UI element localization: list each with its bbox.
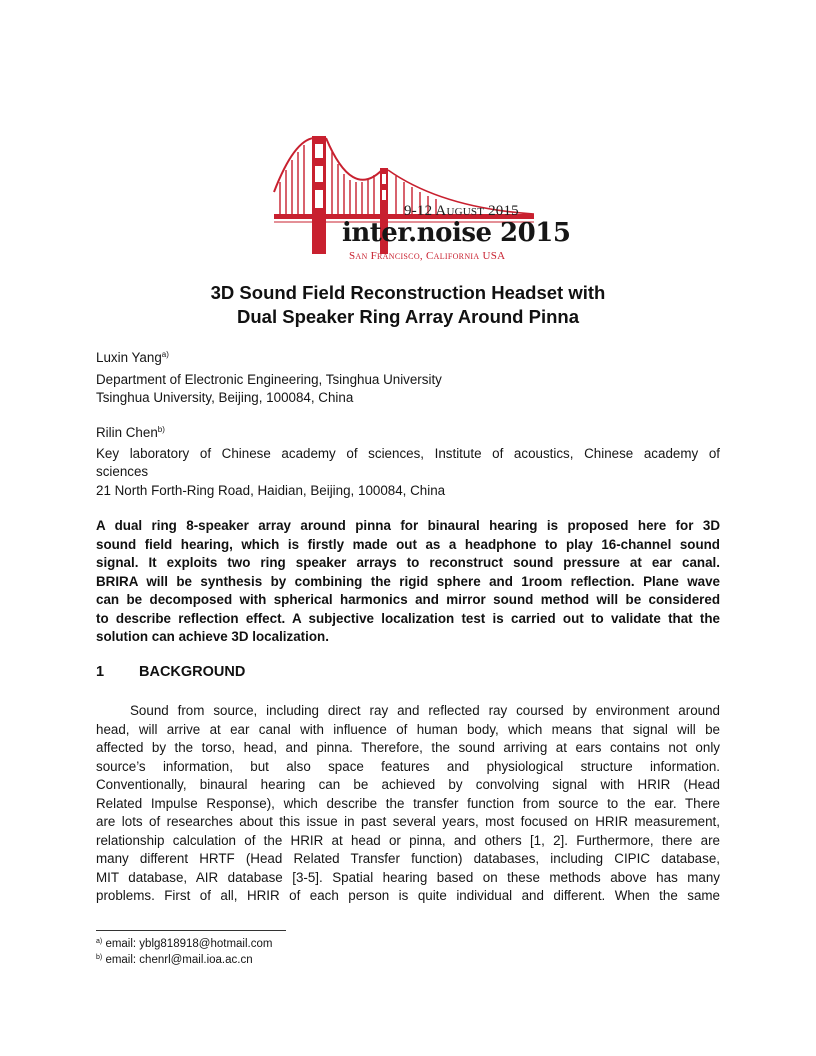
section-number: 1: [96, 664, 105, 680]
abstract-line: A dual ring 8-speaker array around pinna for binaural hearing is proposed here for 3D: [96, 518, 720, 533]
footnote-text: email: chenrl@mail.ioa.ac.cn: [105, 954, 253, 966]
footnote-divider: [96, 930, 286, 931]
paper-title-line-1: 3D Sound Field Reconstruction Headset with: [210, 282, 606, 303]
abstract-line: can be decomposed with spherical harmonics and mirror sound method will be considered: [96, 592, 720, 607]
body-line: relationship calculation of the HRIR at head or pinna, and others [1, 2]. Furthermore, there are: [96, 833, 720, 848]
author-marker: b): [157, 425, 165, 434]
affiliation-line: sciences: [96, 464, 149, 479]
author-marker: a): [161, 350, 169, 359]
conference-date: 9-12 August 2015: [404, 203, 519, 219]
abstract-line: signal. It exploits two ring speaker arrays to reconstruct sound pressure at ear canal.: [96, 555, 720, 570]
author-name-text: Rilin Chen: [96, 425, 158, 440]
body-line: Related Impulse Response), which describe the transfer function from source to the ear. There: [96, 796, 720, 811]
affiliation-line: Tsinghua University, Beijing, 100084, China: [96, 390, 354, 405]
body-line: source’s information, but also space features and physiological structure information.: [96, 759, 720, 774]
paper-title: [0, 281, 816, 329]
footnote-marker: a): [96, 938, 103, 945]
body-line: Conventionally, binaural hearing can be achieved by convolving signal with HRIR (Head: [96, 777, 720, 792]
paper-title-line-2: Dual Speaker Ring Array Around Pinna: [237, 306, 579, 327]
footnote: [96, 938, 272, 950]
author-name: [96, 425, 165, 440]
conference-location: San Francisco, California USA: [349, 250, 506, 262]
body-line: Sound from source, including direct ray and reflected ray coursed by environment around: [130, 703, 720, 718]
footnote-text: email: yblg818918@hotmail.com: [105, 938, 273, 950]
abstract-line: BRIRA will be synthesis by combining the rigid sphere and 1room reflection. Plane wave: [96, 574, 720, 589]
abstract-line: to describe reflection effect. A subjective localization test is carried out to validate that the: [96, 611, 720, 626]
body-line: are lots of researches about this issue in past several years, most focused on HRIR measurement,: [96, 814, 720, 829]
body-line: head, will arrive at ear canal with influence of human body, which means that signal will be: [96, 722, 720, 737]
affiliation-line: 21 North Forth-Ring Road, Haidian, Beijing, 100084, China: [96, 483, 446, 498]
section-title: BACKGROUND: [139, 664, 246, 680]
conference-wordmark: inter.noise 2015: [342, 218, 571, 248]
body-line: many different HRTF (Head Related Transfer function) databases, including CIPIC database,: [96, 851, 720, 866]
author-name-text: Luxin Yang: [96, 350, 162, 365]
footnote: [96, 954, 253, 966]
abstract-line: solution can achieve 3D localization.: [96, 629, 329, 644]
body-line: problems. First of all, HRIR of each person is quite individual and different. When the same: [96, 888, 720, 903]
body-line: affected by the torso, head, and pinna. Therefore, the sound arriving at ears contains not only: [96, 740, 720, 755]
footnote-marker: b): [96, 954, 103, 961]
author-name: [96, 350, 169, 365]
affiliation-line: Key laboratory of Chinese academy of sciences, Institute of acoustics, Chinese academy of: [96, 446, 720, 461]
affiliation-line: Department of Electronic Engineering, Tsinghua University: [96, 372, 442, 387]
body-line: MIT database, AIR database [3-5]. Spatial hearing based on these methods above has many: [96, 870, 720, 885]
abstract-line: sound field hearing, which is firstly made out as a headphone to play 16-channel sound: [96, 537, 720, 552]
